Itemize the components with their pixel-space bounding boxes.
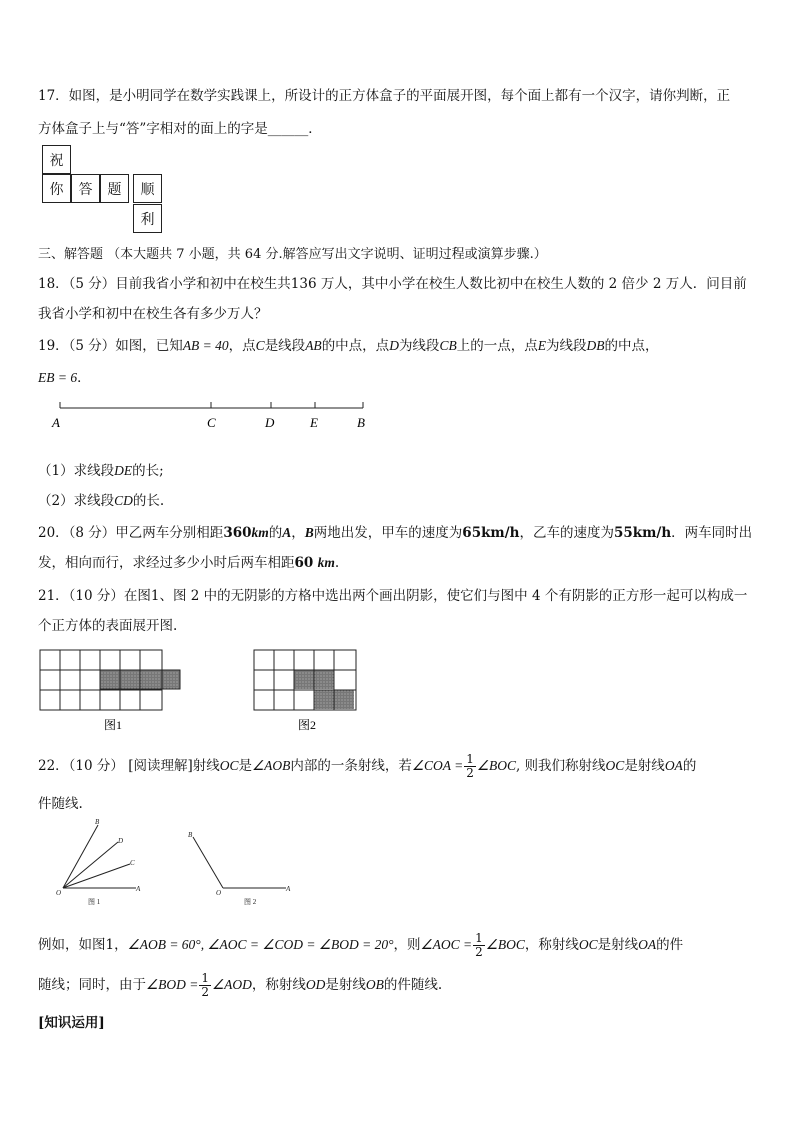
point-label-b: B xyxy=(357,415,365,430)
knowledge-heading: [知识运用] xyxy=(38,1015,105,1031)
q18-line2: 我省小学和初中在校生各有多少万人？ xyxy=(38,306,268,322)
q17-line2: 方体盒子上与“答”字相对的面上的字是______． xyxy=(38,121,322,137)
net-cell: 利 xyxy=(133,204,162,233)
point-label-c: C xyxy=(207,415,216,430)
fraction: $\frac{1}{2}$ xyxy=(475,931,483,959)
angle-fig2-caption: 图 2 xyxy=(244,898,257,906)
fraction: $\frac{1}{2}$ xyxy=(466,752,474,780)
section-heading: 三、解答题 （本大题共 7 小题，共 64 分.解答应写出文字说明、证明过程或演算步骤.） xyxy=(38,247,547,262)
net-cell: 题 xyxy=(100,174,129,203)
fig2-label-b: B xyxy=(188,831,193,839)
q22-line2: 件随线. xyxy=(38,796,83,812)
fig1-label-c: C xyxy=(130,859,135,867)
fig2-label-a: A xyxy=(286,885,291,893)
q21-line1: 21．（10 分）在图1、图 2 中的无阴影的方格中选出两个画出阴影，使它们与图中 4 个有阴影的正方形一起可以构成一 xyxy=(38,588,748,604)
fig2-label-o: O xyxy=(216,889,222,897)
net-cell: 答 xyxy=(71,174,100,203)
q19-sub2: （2）求线段CD的长. xyxy=(38,493,165,509)
fig1-label-b: B xyxy=(95,818,100,826)
angle-figure-1 xyxy=(63,825,136,888)
grid-figure-2 xyxy=(254,650,356,732)
net-cell: 祝 xyxy=(42,145,71,174)
q21-line2: 个正方体的表面展开图. xyxy=(38,618,178,634)
angle-fig1-caption: 图 1 xyxy=(88,898,101,906)
net-cell: 顺 xyxy=(133,174,162,203)
q20-line2: 发，相向而行，求经过多少小时后两车相距60 km. xyxy=(38,555,340,571)
segment-figure xyxy=(50,398,380,434)
q22-example-line2: 随线；同时，由于∠BOD = $\frac{1}{2}$ ∠AOD，称射线OD是射线OB的件随线. xyxy=(38,971,443,999)
angle-figures xyxy=(50,815,310,910)
point-label-d: D xyxy=(265,415,275,430)
fig2-caption: 图2 xyxy=(298,718,317,732)
fig1-label-a: A xyxy=(136,885,141,893)
q22-line1: 22．（10 分） [阅读理解]射线OC是∠AOB内部的一条射线，若∠COA = $\frac{1}{2}$ ∠BOC, 则我们称射线OC是射线OA的 xyxy=(38,752,697,780)
fig1-label-d: D xyxy=(118,837,124,845)
grid-figures xyxy=(38,648,368,738)
point-label-a: A xyxy=(52,415,60,430)
net-cell: 你 xyxy=(42,174,71,203)
q19-line2: EB = 6． xyxy=(38,370,91,386)
q22-example-line1: 例如，如图1，∠AOB = 60°, ∠AOC = ∠COD = ∠BOD = 20°，则∠AOC = $\frac{1}{2}$ ∠BOC，称射线OC是射线OA的件 xyxy=(38,931,684,959)
q19-line1: 19．（5 分）如图，已知AB = 40，点C是线段AB的中点，点D为线段CB上的一点，点E为线段DB的中点， xyxy=(38,338,659,354)
q19-sub1: （1）求线段DE的长; xyxy=(38,463,164,479)
point-label-e: E xyxy=(310,415,318,430)
grid-figure-1 xyxy=(40,650,180,732)
fraction: $\frac{1}{2}$ xyxy=(201,971,209,999)
angle-figure-2 xyxy=(193,837,286,888)
q17-line1: 17．如图，是小明同学在数学实践课上，所设计的正方体盒子的平面展开图，每个面上都有一个汉字，请你判断，正 xyxy=(38,88,731,104)
fig1-caption: 图1 xyxy=(104,718,123,732)
q20-line1: 20．（8 分）甲乙两车分别相距360km的A，B两地出发，甲车的速度为65km/h，乙车的速度为55km/h．两车同时出 xyxy=(38,525,753,541)
fig1-label-o: O xyxy=(56,889,62,897)
q18-line1: 18．（5 分）目前我省小学和初中在校生共136 万人，其中小学在校生人数比初中在校生人数的 2 倍少 2 万人．问目前 xyxy=(38,276,747,292)
